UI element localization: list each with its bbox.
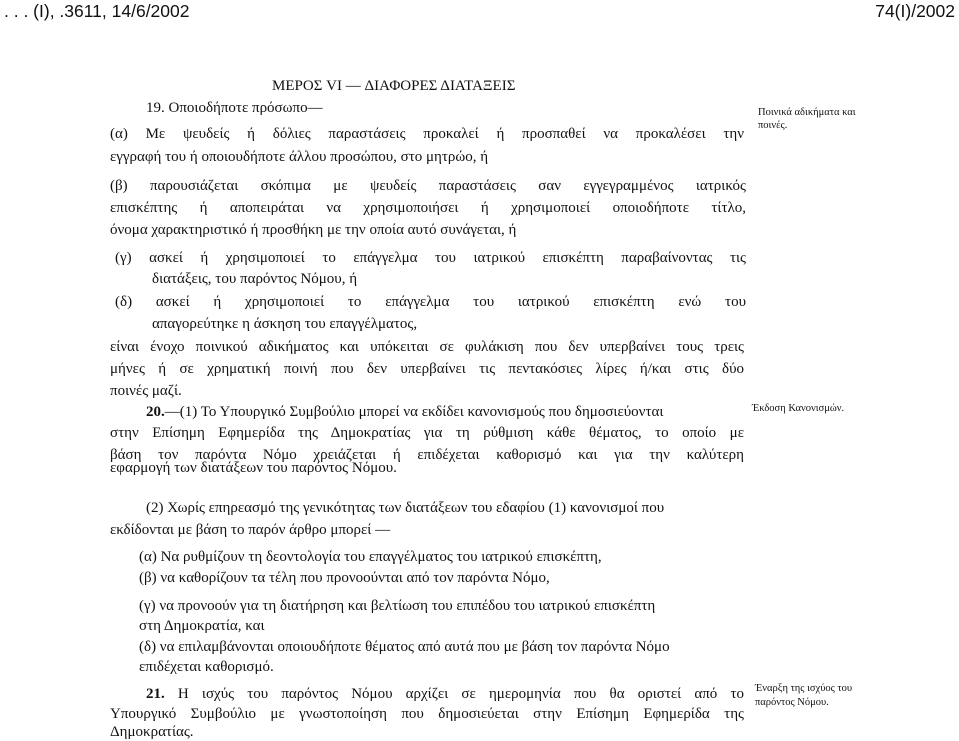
margin-note-commencement-line1: Έναρξη της ισχύος του [755,683,853,694]
section-19-penalty-line3: ποινές μαζί. [110,383,182,399]
section-19-penalty-line1: είναι ένοχο ποινικού αδικήματος και υπόκειται σε φυλάκιση που δεν υπερβαίνει τους τρεις [110,339,744,355]
section-20-2-d-line1: (δ) να επιλαμβάνονται οποιουδήποτε θέματος από αυτά που με βάση τον παρόντα Νόμο [139,639,670,655]
section-21-line2: Υπουργικό Συμβούλιο με γνωστοποίηση που δημοσιεύεται στην Επίσημη Εφημερίδα της [110,706,744,722]
section-20-2-d-line2: επιδέχεται καθορισμό. [139,659,274,675]
section-20-line4: εφαρμογή των διατάξεων του παρόντος Νόμου. [110,460,397,476]
margin-note-offences-line2: ποινές. [758,120,788,131]
section-20-2-c-line1: (γ) να προνοούν για τη διατήρηση και βελτίωση του επιπέδου του ιατρικού επισκέπτη [139,598,656,614]
section-19-b-line3: όνομα χαρακτηριστικό ή προσθήκη με την οποία αυτό συνάγεται, ή [110,222,517,238]
section-20-number: 20. [146,404,165,420]
section-19-d-line1: (δ) ασκεί ή χρησιμοποιεί το επάγγελμα του ιατρικού επισκέπτη ενώ του [115,294,746,310]
section-19-b-line2: επισκέπτης ή αποπειράται να χρησιμοποιήσει ή χρησιμοποιεί οποιοδήποτε τίτλο, [110,200,746,216]
section-21-number: 21. [146,686,165,702]
part-heading: ΜΕΡΟΣ VI — ΔΙΑΦΟΡΕΣ ΔΙΑΤΑΞΕΙΣ [272,78,516,94]
section-21-line3: Δημοκρατίας. [110,724,194,740]
margin-note-offences-line1: Ποινικά αδικήματα και [758,107,856,118]
section-20-2-line1: (2) Χωρίς επηρεασμό της γενικότητας των διατάξεων του εδαφίου (1) κανονισμοί που [146,500,665,516]
section-19-intro: 19. Οποιοδήποτε πρόσωπο— [146,100,323,116]
header-gazette-reference: . . . (Ι), .3611, 14/6/2002 [4,1,190,21]
section-20-2-b: (β) να καθορίζουν τα τέλη που προνοούνται από τον παρόντα Νόμο, [139,570,550,586]
section-19-d-line2: απαγορεύτηκε η άσκηση του επαγγέλματος, [152,316,418,332]
section-19-a-line1: (α) Με ψευδείς ή δόλιες παραστάσεις προκαλεί ή προσπαθεί να προκαλέσει την [110,126,744,142]
section-20-line3: βάση τον παρόντα Νόμο χρειάζεται ή επιδέχεται καθορισμό και για την καλύτερη [110,447,744,463]
section-19-c-line2: διατάξεις, του παρόντος Νόμου, ή [152,271,358,287]
section-20-2-line2: εκδίδονται με βάση το παρόν άρθρο μπορεί — [110,522,391,538]
section-19-c-line1: (γ) ασκεί ή χρησιμοποιεί το επάγγελμα του ιατρικού επισκέπτη παραβαίνοντας τις [115,250,746,266]
section-19-a-line2: εγγραφή του ή οποιουδήποτε άλλου προσώπου, στο μητρώο, ή [110,149,489,165]
margin-note-regulations: Έκδοση Κανονισμών. [752,403,845,414]
section-20-line1: —(1) Το Υπουργικό Συμβούλιο μπορεί να εκδίδει κανονισμούς που δημοσιεύονται [164,404,664,420]
section-20-2-c-line2: στη Δημοκρατία, και [139,618,265,634]
section-19-penalty-line2: μήνες ή σε χρηματική ποινή που δεν υπερβαίνει τις πεντακόσιες λίρες ή/και στις δύο [110,361,744,377]
margin-note-commencement-line2: παρόντος Νόμου. [755,697,829,708]
section-19-b-line1: (β) παρουσιάζεται σκόπιμα με ψευδείς παραστάσεις σαν εγγεγραμμένος ιατρικός [110,178,746,194]
section-20-2-a: (α) Να ρυθμίζουν τη δεοντολογία του επαγγέλματος του ιατρικού επισκέπτη, [139,549,602,565]
section-21-line1: Η ισχύς του παρόντος Νόμου αρχίζει σε ημερομηνία που θα οριστεί από το [177,686,745,702]
header-law-number: 74(Ι)/2002 [875,1,955,21]
section-20-line2: στην Επίσημη Εφημερίδα της Δημοκρατίας για τη ρύθμιση κάθε θέματος, το οποίο με [110,425,744,441]
